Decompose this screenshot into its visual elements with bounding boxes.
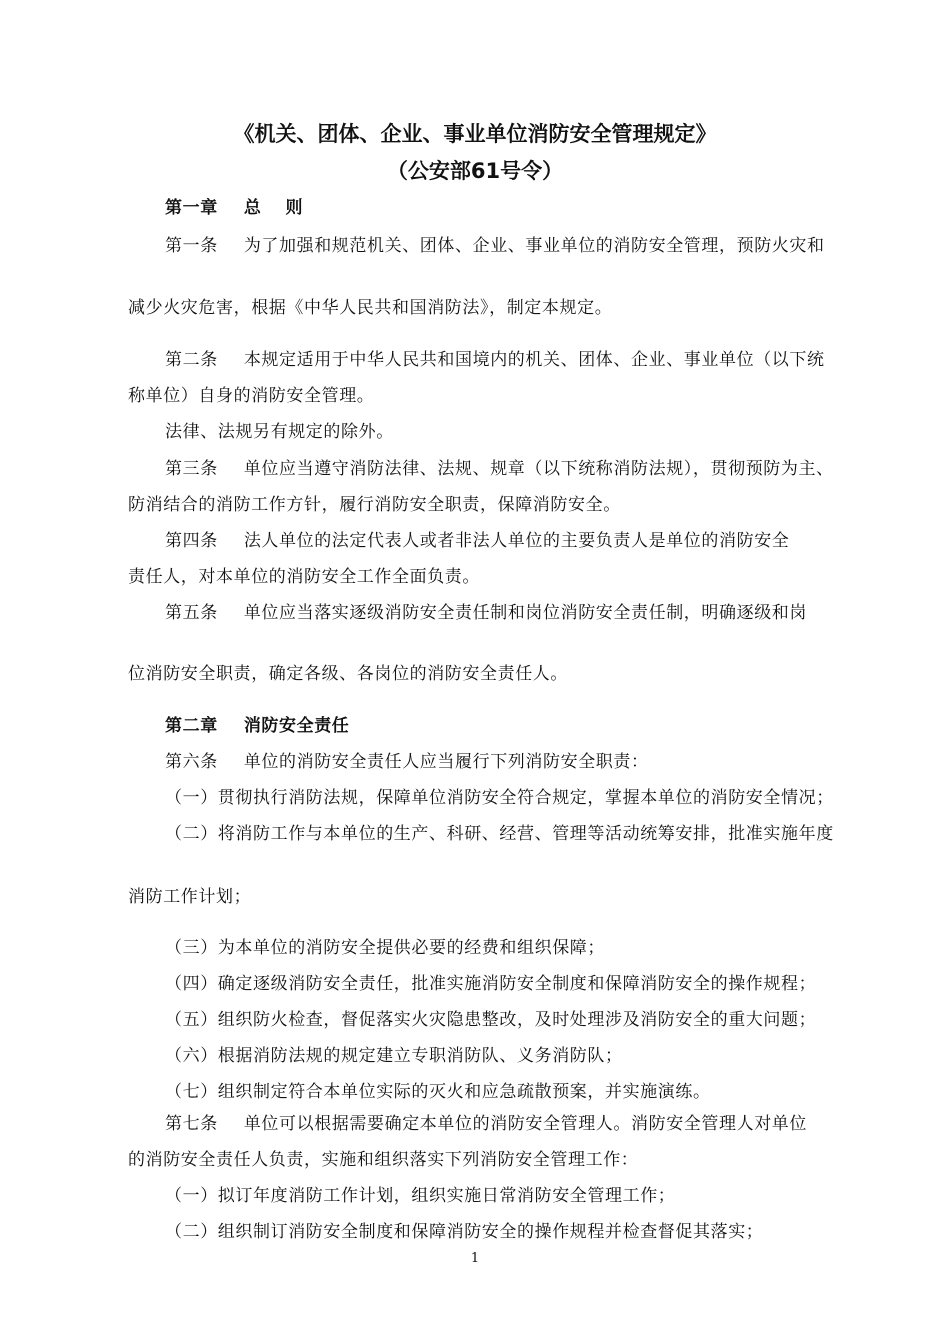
article-6-item-2-line-2: 消防工作计划； bbox=[128, 887, 252, 907]
chapter-2-name: 消防安全责任 bbox=[243, 716, 350, 736]
article-2-line-1: 第二条 本规定适用于中华人民共和国境内的机关、团体、企业、事业单位（以下统 bbox=[165, 350, 825, 370]
article-4-line-1: 第四条 法人单位的法定代表人或者非法人单位的主要负责人是单位的消防安全 bbox=[165, 531, 790, 551]
article-1-line-1: 第一条 为了加强和规范机关、团体、企业、事业单位的消防安全管理，预防火灾和 bbox=[165, 236, 825, 256]
chapter-2-heading bbox=[165, 715, 863, 737]
chapter-1-name: 总 则 bbox=[243, 198, 304, 218]
article-6-item-4: （四）确定逐级消防安全责任，批准实施消防安全制度和保障消防安全的操作规程； bbox=[165, 974, 817, 994]
article-2-line-3: 法律、法规另有规定的除外。 bbox=[165, 422, 394, 442]
article-6-item-3: （三）为本单位的消防安全提供必要的经费和组织保障； bbox=[165, 938, 605, 958]
chapter-1-heading bbox=[165, 197, 863, 219]
article-6-item-1: （一）贯彻执行消防法规，保障单位消防安全符合规定，掌握本单位的消防安全情况； bbox=[165, 788, 834, 808]
article-7-line-2: 的消防安全责任人负责，实施和组织落实下列消防安全管理工作： bbox=[128, 1150, 639, 1170]
chapter-1-label: 第一章 bbox=[165, 198, 218, 218]
article-7-item-2: （二）组织制订消防安全制度和保障消防安全的操作规程并检查督促其落实； bbox=[165, 1222, 764, 1242]
article-6-label: 第六条 bbox=[165, 752, 218, 772]
article-7-item-1: （一）拟订年度消防工作计划，组织实施日常消防安全管理工作； bbox=[165, 1186, 676, 1206]
article-4-line-2: 责任人，对本单位的消防安全工作全面负责。 bbox=[128, 567, 480, 587]
article-3-label: 第三条 bbox=[165, 459, 218, 479]
article-1-line-2: 减少火灾危害，根据《中华人民共和国消防法》，制定本规定。 bbox=[128, 298, 613, 318]
article-6-item-2-line-1: （二）将消防工作与本单位的生产、科研、经营、管理等活动统筹安排，批准实施年度 bbox=[165, 824, 834, 844]
article-6-item-6: （六）根据消防法规的规定建立专职消防队、义务消防队； bbox=[165, 1046, 623, 1066]
article-3-line-1: 第三条 单位应当遵守消防法律、法规、规章（以下统称消防法规），贯彻预防为主、 bbox=[165, 459, 834, 479]
document-title: 《机关、团体、企业、事业单位消防安全管理规定》 bbox=[233, 122, 717, 146]
article-2-line-2: 称单位）自身的消防安全管理。 bbox=[128, 386, 375, 406]
page-number: 1 bbox=[470, 1251, 480, 1266]
article-2-label: 第二条 bbox=[165, 350, 218, 370]
article-7-line-1: 第七条 单位可以根据需要确定本单位的消防安全管理人。消防安全管理人对单位 bbox=[165, 1114, 808, 1134]
article-6-line-1: 第六条 单位的消防安全责任人应当履行下列消防安全职责： bbox=[165, 752, 649, 772]
article-6-item-7: （七）组织制定符合本单位实际的灭火和应急疏散预案，并实施演练。 bbox=[165, 1082, 711, 1102]
article-7-label: 第七条 bbox=[165, 1114, 218, 1134]
article-4-label: 第四条 bbox=[165, 531, 218, 551]
article-5-line-1: 第五条 单位应当落实逐级消防安全责任制和岗位消防安全责任制，明确逐级和岗 bbox=[165, 603, 808, 623]
chapter-2-label: 第二章 bbox=[165, 716, 218, 736]
article-5-line-2: 位消防安全职责，确定各级、各岗位的消防安全责任人。 bbox=[128, 664, 568, 684]
article-1-label: 第一条 bbox=[165, 236, 218, 256]
article-3-line-2: 防消结合的消防工作方针，履行消防安全职责，保障消防安全。 bbox=[128, 495, 621, 515]
article-5-label: 第五条 bbox=[165, 603, 218, 623]
document-subtitle: （公安部61号令） bbox=[386, 159, 564, 183]
article-6-item-5: （五）组织防火检查，督促落实火灾隐患整改，及时处理涉及消防安全的重大问题； bbox=[165, 1010, 817, 1030]
